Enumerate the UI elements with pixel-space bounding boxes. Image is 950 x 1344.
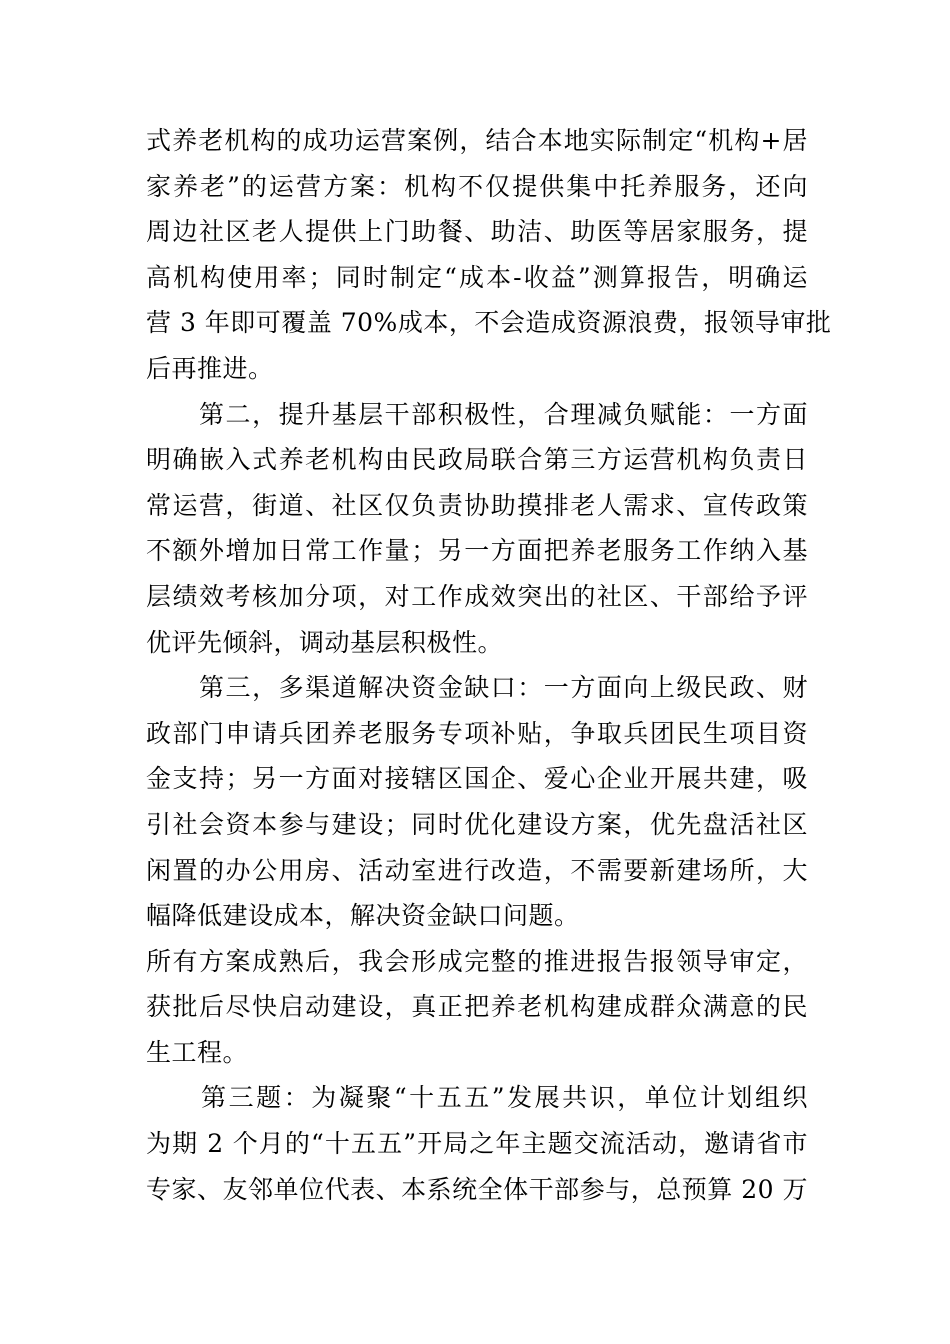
text-line: 周边社区老人提供上门助餐、助洁、助医等居家服务，提 — [146, 217, 808, 247]
text-line: 式养老机构的成功运营案例，结合本地实际制定“机构+居 — [146, 126, 808, 155]
text-line: 后再推进。 — [146, 353, 274, 383]
text-line: 为期 2 个月的“十五五”开局之年主题交流活动，邀请省市 — [146, 1129, 808, 1159]
text-line: 获批后尽快启动建设，真正把养老机构建成群众满意的民 — [146, 992, 808, 1022]
text-line: 家养老”的运营方案：机构不仅提供集中托养服务，还向 — [146, 171, 808, 201]
text-line: 优评先倾斜，调动基层积极性。 — [146, 627, 504, 657]
text-line: 第三题：为凝聚“十五五”发展共识，单位计划组织 — [146, 1083, 808, 1113]
document-page — [146, 118, 832, 1212]
text-line: 生工程。 — [146, 1037, 249, 1067]
text-line: 幅降低建设成本，解决资金缺口问题。 — [146, 901, 580, 931]
text-line: 第三，多渠道解决资金缺口：一方面向上级民政、财 — [146, 673, 808, 703]
text-line: 专家、友邻单位代表、本系统全体干部参与，总预算 20 万 — [146, 1174, 808, 1204]
text-line: 政部门申请兵团养老服务专项补贴，争取兵团民生项目资 — [146, 718, 808, 748]
text-line: 所有方案成熟后，我会形成完整的推进报告报领导审定， — [146, 946, 808, 976]
text-line: 不额外增加日常工作量；另一方面把养老服务工作纳入基 — [146, 536, 808, 566]
text-line: 引社会资本参与建设；同时优化建设方案，优先盘活社区 — [146, 809, 808, 839]
text-line: 常运营，街道、社区仅负责协助摸排老人需求、宣传政策 — [146, 490, 808, 520]
text-line: 高机构使用率；同时制定“成本-收益”测算报告，明确运 — [146, 262, 808, 292]
text-line: 第二，提升基层干部积极性，合理减负赋能：一方面 — [146, 399, 808, 429]
text-line: 层绩效考核加分项，对工作成效突出的社区、干部给予评 — [146, 581, 808, 611]
text-line: 闲置的办公用房、活动室进行改造，不需要新建场所，大 — [146, 855, 808, 885]
text-line: 明确嵌入式养老机构由民政局联合第三方运营机构负责日 — [146, 445, 808, 475]
text-line: 营 3 年即可覆盖 70%成本，不会造成资源浪费，报领导审批 — [146, 308, 832, 338]
text-line: 金支持；另一方面对接辖区国企、爱心企业开展共建，吸 — [146, 764, 808, 794]
